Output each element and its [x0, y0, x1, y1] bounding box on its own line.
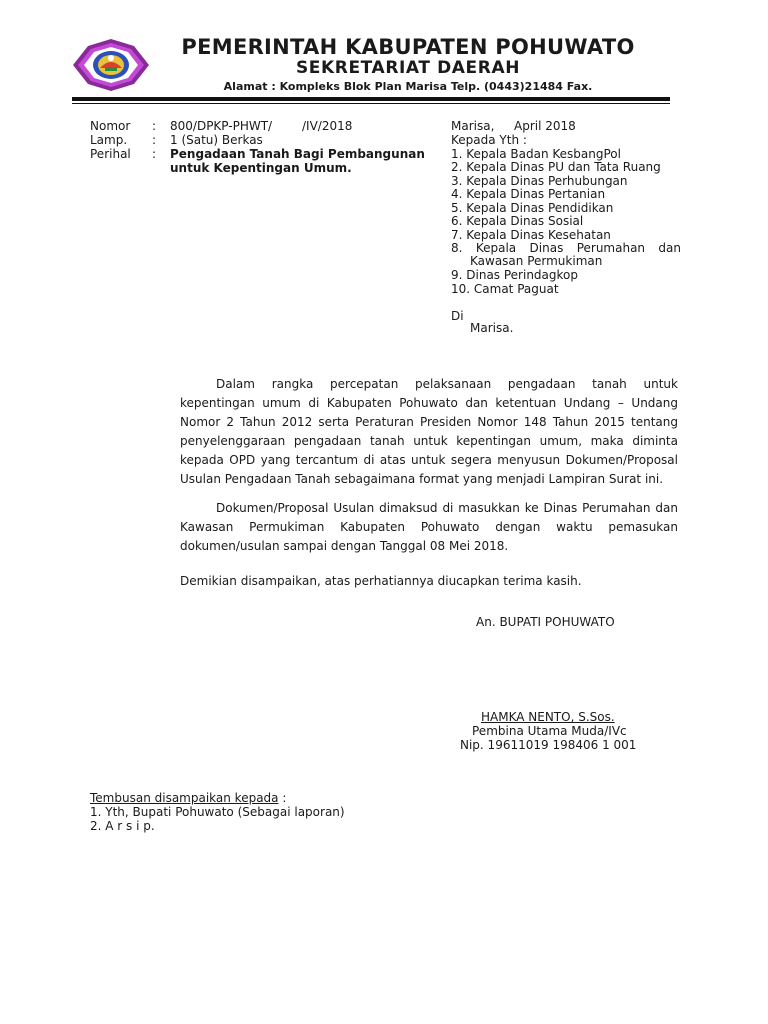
- cc-heading-colon: :: [278, 791, 287, 805]
- perihal-line-2: untuk Kepentingan Umum.: [170, 161, 352, 175]
- body-line: penyelenggaraan pengadaan tanah untuk kepentingan umum, maka diminta: [180, 434, 678, 448]
- body-line: kepentingan umum di Kabupaten Pohuwato dan ketentuan Undang – Undang: [180, 396, 678, 410]
- recipient-item: 3. Kepala Dinas Perhubungan: [451, 174, 628, 188]
- recipient-item: 9. Dinas Perindagkop: [451, 268, 578, 282]
- letterhead-subtitle: SEKRETARIAT DAERAH: [295, 58, 521, 78]
- body-line: dokumen/usulan sampai dengan Tanggal 08 Mei 2018.: [180, 539, 509, 553]
- cc-heading-row: [90, 791, 286, 805]
- body-line: Nomor 2 Tahun 2012 serta Peraturan Presiden Nomor 148 Tahun 2015 tentang: [180, 415, 678, 429]
- nomor-value: 800/DPKP-PHWT/: [170, 119, 273, 133]
- cc-item: 2. A r s i p.: [90, 819, 155, 833]
- recipient-di: Di: [451, 309, 464, 323]
- recipient-item: 5. Kepala Dinas Pendidikan: [451, 201, 614, 215]
- letterhead-rule: [72, 97, 670, 101]
- date: April 2018: [514, 119, 576, 133]
- body-paragraph-1: [180, 375, 678, 489]
- lamp-label: Lamp.: [90, 133, 128, 147]
- body-line: Dalam rangka percepatan pelaksanaan pengadaan tanah untuk: [216, 377, 678, 391]
- recipient-item: 2. Kepala Dinas PU dan Tata Ruang: [451, 160, 661, 174]
- letterhead-title: PEMERINTAH KABUPATEN POHUWATO: [181, 35, 635, 59]
- body-line: kepada OPD yang tercantum di atas untuk segera menyusun Dokumen/Proposal: [180, 453, 678, 467]
- nomor-label: Nomor: [90, 119, 131, 133]
- place: Marisa,: [451, 119, 495, 133]
- letterhead-address: Alamat : Kompleks Blok Plan Marisa Telp. (0443)21484 Fax.: [223, 80, 593, 93]
- body-line: Usulan Pengadaan Tanah sebagaimana format yang menjadi Lampiran Surat ini.: [180, 472, 664, 486]
- recipient-item: 6. Kepala Dinas Sosial: [451, 214, 584, 228]
- recipient-item: 4. Kepala Dinas Pertanian: [451, 187, 606, 201]
- nomor-suffix: /IV/2018: [302, 119, 353, 133]
- body-line: Kawasan Permukiman Kabupaten Pohuwato dengan waktu pemasukan: [180, 520, 678, 534]
- letterhead-rule-thin: [72, 103, 670, 104]
- cc-item: 1. Yth, Bupati Pohuwato (Sebagai laporan): [90, 805, 345, 819]
- recipients-heading: Kepada Yth :: [451, 133, 527, 147]
- lamp-value: 1 (Satu) Berkas: [170, 133, 263, 147]
- lamp-colon: :: [152, 133, 157, 147]
- body-paragraph-2: [180, 499, 678, 556]
- signature-nip: Nip. 19611019 198406 1 001: [460, 738, 637, 752]
- cc-heading: Tembusan disampaikan kepada: [90, 791, 279, 805]
- body-closing: Demikian disampaikan, atas perhatiannya diucapkan terima kasih.: [180, 574, 582, 588]
- perihal-colon: :: [152, 147, 157, 161]
- nomor-colon: :: [152, 119, 157, 133]
- recipient-item: 10. Camat Paguat: [451, 282, 559, 296]
- signature-name: HAMKA NENTO, S.Sos.: [481, 710, 615, 724]
- signature-on-behalf: An. BUPATI POHUWATO: [476, 615, 615, 629]
- perihal-line-1: Pengadaan Tanah Bagi Pembangunan: [170, 147, 425, 161]
- recipient-item-continued: Kawasan Permukiman: [470, 254, 603, 268]
- recipient-city: Marisa.: [470, 321, 514, 335]
- recipient-item: 7. Kepala Dinas Kesehatan: [451, 228, 611, 242]
- recipient-item: 8. Kepala Dinas Perumahan dan: [451, 241, 681, 255]
- body-line: Dokumen/Proposal Usulan dimaksud di masukkan ke Dinas Perumahan dan: [216, 501, 678, 515]
- signature-rank: Pembina Utama Muda/IVc: [472, 724, 627, 738]
- recipient-item: 1. Kepala Badan KesbangPol: [451, 147, 621, 161]
- perihal-label: Perihal: [90, 147, 131, 161]
